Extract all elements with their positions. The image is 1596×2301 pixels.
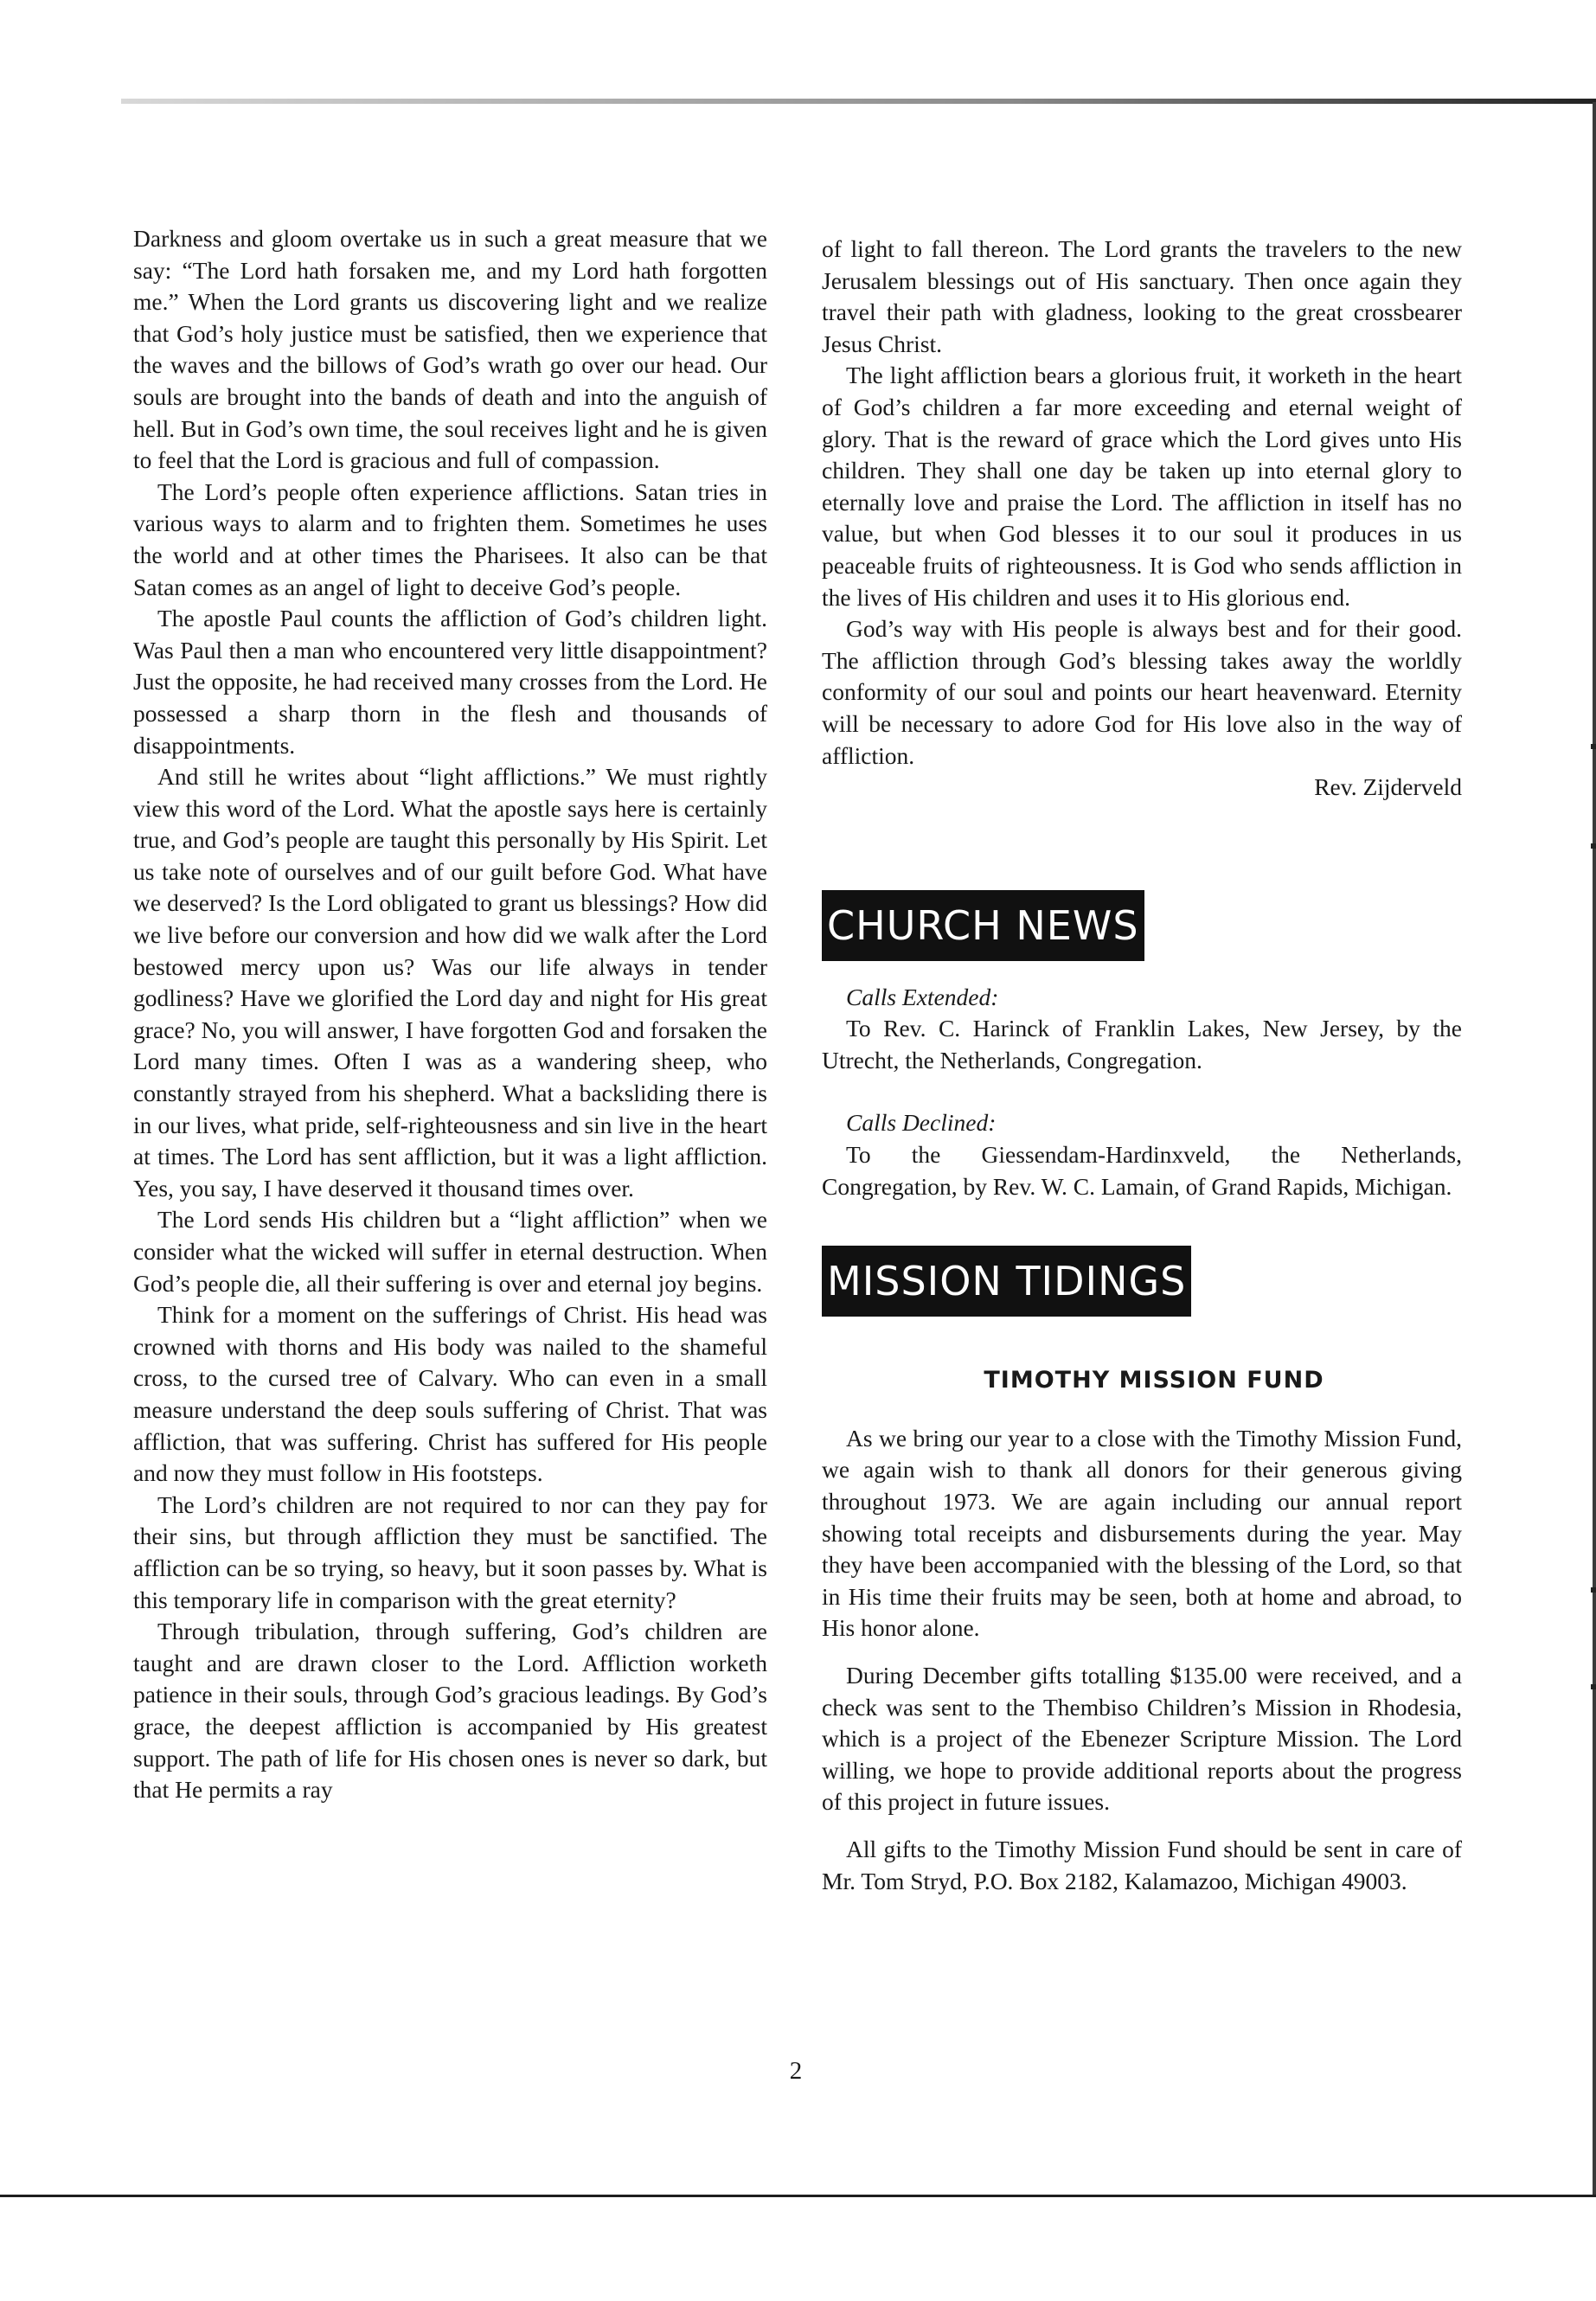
- right-column: [822, 234, 1462, 1897]
- article-paragraph: The Lord sends His children but a “light affliction” when we consider what the wicked will suffer in eternal destruction. When God’s people die, all their suffering is over and eternal joy begins.: [133, 1206, 767, 1297]
- article-paragraph: God’s way with His people is always best and for their good. The affliction through God’s blessing takes away the worldly conformity of our soul and points our heart heavenward. Eternity will be necessary to adore God for His love also in the way of affliction.: [822, 615, 1462, 769]
- page-number: 2: [789, 2057, 803, 2085]
- church-news-heading: CHURCH NEWS: [822, 890, 1144, 961]
- calls-extended-label: Calls Extended:: [846, 983, 999, 1010]
- article-paragraph: The Lord’s children are not required to nor can they pay for their sins, but through affliction they must be sanctified. The affliction can be so trying, so heavy, but it soon passes by. What is this temporary life in comparison with the great eternity?: [133, 1490, 767, 1613]
- scan-speck: [1591, 1684, 1596, 1689]
- calls-extended-text: To Rev. C. Harinck of Franklin Lakes, New Jersey, by the Utrecht, the Netherlands, Congregation.: [822, 1015, 1462, 1074]
- article-paragraph: Darkness and gloom overtake us in such a great measure that we say: “The Lord hath forsaken me, and my Lord hath forgotten me.” When the Lord grants us discovering light and we realize that God’s holy justice must be satisfied, then we experience that the waves and the billows of God’s wrath go over our head. Our souls are brought into the bands of death and into the anguish of hell. But in God’s own time, the soul receives light and he is given to feel that the Lord is gracious and full of compassion.: [133, 225, 767, 474]
- mission-paragraph: All gifts to the Timothy Mission Fund should be sent in care of Mr. Tom Stryd, P.O. Box 2182, Kalamazoo, Michigan 49003.: [822, 1835, 1462, 1894]
- author-signature: Rev. Zijderveld: [1314, 773, 1462, 801]
- article-paragraph: The light affliction bears a glorious fruit, it worketh in the heart of God’s children a far more exceeding and eternal weight of glory. That is the reward of grace which the Lord gives unto His children. They shall one day be taken up into eternal glory to eternally love and praise the Lord. The affliction in itself has no value, but when God blesses it to our soul it produces in us peaceable fruits of righteousness. It is God who sends affliction in the lives of His children and uses it to His glorious end.: [822, 362, 1462, 611]
- mission-paragraph: As we bring our year to a close with the Timothy Mission Fund, we again wish to thank all donors for their generous giving throughout 1973. We are again including our annual report showing total receipts and disbursements during the year. May they have been accompanied with the blessing of the Lord, so that in His time their fruits may be seen, both at home and abroad, to His honor alone.: [822, 1424, 1462, 1642]
- article-paragraph: Through tribulation, through suffering, God’s children are taught and are drawn closer to the Lord. Affliction worketh patience in their souls, through God’s gracious leadings. By God’s grace, the deepest affliction is accompanied by His greatest support. The path of life for His chosen ones is never so dark, but that He permits a ray: [133, 1618, 767, 1804]
- scan-speck: [1591, 843, 1596, 849]
- mission-paragraph: During December gifts totalling $135.00 were received, and a check was sent to the Thembiso Children’s Mission in Rhodesia, which is a project of the Ebenezer Scripture Mission. The Lord willing, we hope to provide additional reports about the progress of this project in future issues.: [822, 1662, 1462, 1816]
- scan-bottom-margin: [0, 2197, 1596, 2301]
- article-paragraph: The apostle Paul counts the affliction of God’s children light. Was Paul then a man who encountered very little disappointment? Just the opposite, he had received many crosses from the Lord. He possessed a sharp thorn in the flesh and thousands of disappointments.: [133, 605, 767, 759]
- article-paragraph: The Lord’s people often experience afflictions. Satan tries in various ways to alarm and to frighten them. Sometimes he uses the world and at other times the Pharisees. It also can be that Satan comes as an angel of light to deceive God’s people.: [133, 478, 767, 600]
- scan-speck: [1591, 1587, 1596, 1593]
- calls-declined-label: Calls Declined:: [846, 1109, 997, 1137]
- left-column-article: [133, 223, 767, 1806]
- calls-declined-text: To the Giessendam-Hardinxveld, the Netherlands, Congregation, by Rev. W. C. Lamain, of Grand Rapids, Michigan.: [822, 1141, 1462, 1200]
- scan-top-edge: [121, 99, 1596, 104]
- article-paragraph: And still he writes about “light afflictions.” We must rightly view this word of the Lord. What the apostle says here is certainly true, and God’s people are taught this personally by His Spirit. Let us take note of ourselves and of our guilt before God. What have we deserved? Is the Lord obligated to grant us blessings? How did we live before our conversion and how did we walk after the Lord bestowed mercy upon us? Was our life always in tender godliness? Have we glorified the Lord day and night for His great grace? No, you will answer, I have forgotten God and forsaken the Lord many times. Often I was as a wandering sheep, who constantly strayed from his shepherd. What a backsliding there is in our lives, what pride, self-righteousness and sin live in the heart at times. The Lord has sent affliction, but it was a light affliction. Yes, you say, I have deserved it thousand times over.: [133, 763, 767, 1202]
- scan-speck: [1591, 744, 1596, 749]
- mission-tidings-heading: MISSION TIDINGS: [822, 1246, 1191, 1317]
- timothy-mission-fund-title: TIMOTHY MISSION FUND: [984, 1367, 1324, 1394]
- article-paragraph: Think for a moment on the sufferings of Christ. His head was crowned with thorns and His body was nailed to the shameful cross, to the cursed tree of Calvary. Who can even in a small measure understand the deep souls suffering of Christ. That was affliction, that was suffering. Christ has suffered for His people and now they must follow in His footsteps.: [133, 1301, 767, 1487]
- article-paragraph: of light to fall thereon. The Lord grants the travelers to the new Jerusalem blessings out of His sanctuary. Then once again they travel their path with gladness, looking to the great crossbearer Jesus Christ.: [822, 235, 1462, 357]
- scan-right-edge: [1593, 102, 1596, 2197]
- scan-top-margin: [0, 0, 1596, 108]
